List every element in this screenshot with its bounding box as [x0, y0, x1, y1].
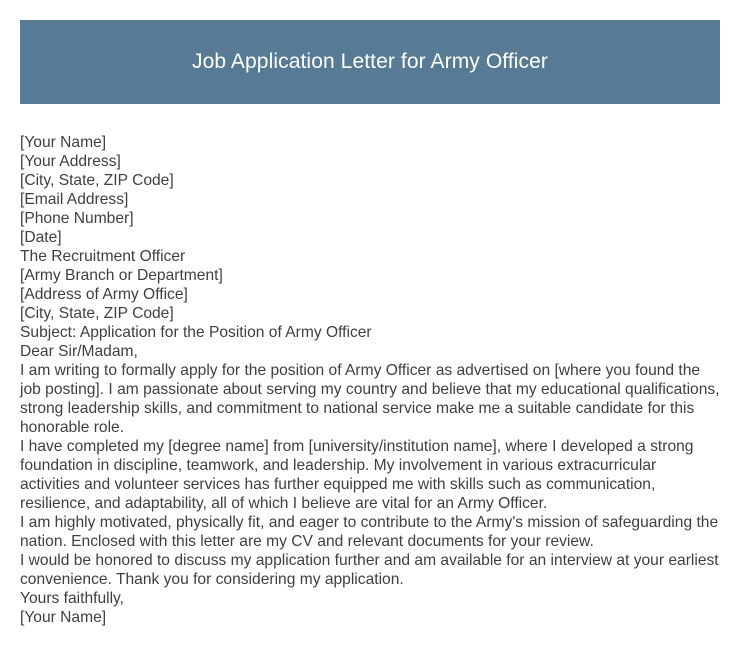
body-paragraph-2: I have completed my [degree name] from [university/institution name], where I developed a strong foundation in discipline, teamwork, and leadership. My involvement in various extracurricular activities and volunteer services has further equipped me with skills such as communication, resilience, and adaptability, all of which I believe are vital for an Army Officer. — [20, 438, 694, 512]
sender-address: [Your Address] — [20, 153, 121, 170]
recipient-city-state-zip: [City, State, ZIP Code] — [20, 305, 174, 322]
body-paragraph-4: I would be honored to discuss my application further and am available for an interview at your earliest convenience. Thank you for considering my application. — [20, 552, 719, 588]
title-banner — [20, 20, 720, 104]
body-paragraph-1: I am writing to formally apply for the position of Army Officer as advertised on [where you found the job posting]. I am passionate about serving my country and believe that my educational qualifications, strong leadership skills, and commitment to national service make me a suitable candidate for this honorable role. — [20, 362, 720, 436]
letter-date: [Date] — [20, 229, 62, 246]
page-title: Job Application Letter for Army Officer — [191, 50, 548, 73]
body-paragraph-3: I am highly motivated, physically fit, and eager to contribute to the Army's mission of safeguarding the nation. Enclosed with this letter are my CV and relevant documents for your review. — [20, 514, 719, 550]
sender-city-state-zip: [City, State, ZIP Code] — [20, 172, 174, 189]
letter-body — [20, 133, 720, 627]
letter-salutation: Dear Sir/Madam, — [20, 343, 138, 360]
recipient-title: The Recruitment Officer — [20, 248, 186, 265]
letter-subject: Subject: Application for the Position of Army Officer — [20, 324, 372, 341]
recipient-address: [Address of Army Office] — [20, 286, 188, 303]
letter-closing: Yours faithfully, — [20, 590, 125, 607]
signature-name: [Your Name] — [20, 609, 107, 626]
sender-email: [Email Address] — [20, 191, 129, 208]
recipient-branch: [Army Branch or Department] — [20, 267, 223, 284]
sender-phone: [Phone Number] — [20, 210, 134, 227]
sender-name: [Your Name] — [20, 134, 107, 151]
